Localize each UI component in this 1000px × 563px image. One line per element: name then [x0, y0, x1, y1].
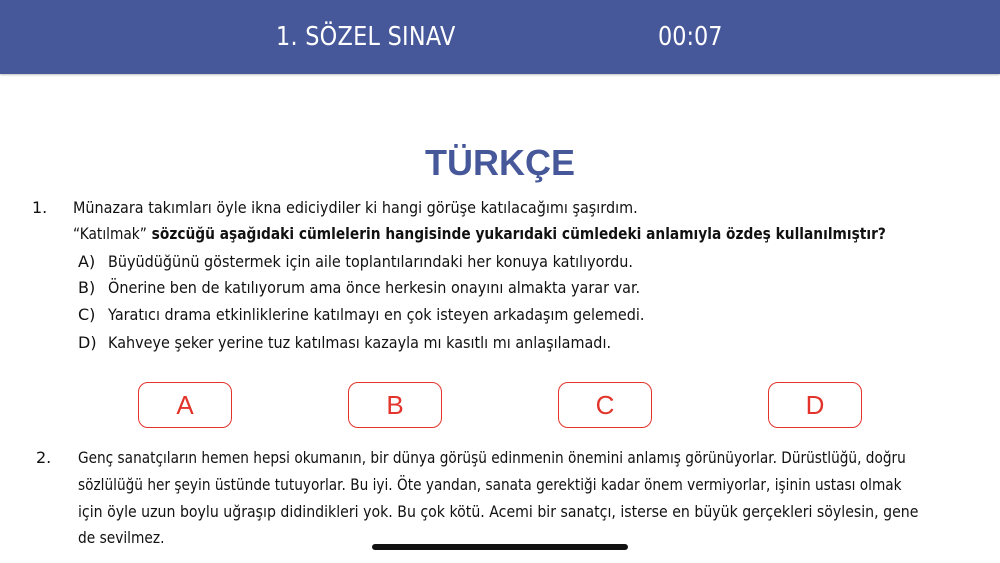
option-d-letter: D): [78, 333, 97, 352]
countdown-timer: 00:07: [658, 22, 723, 52]
subject-heading: TÜRKÇE: [425, 142, 575, 183]
question-2-line-2: sözlülüğü her şeyin üstünde tutuyorlar. Bu iyi. Öte yandan, sanata gerektiği kadar önem vermiyorlar, işinin ustası olmak: [78, 475, 902, 494]
answer-button-row: [0, 382, 1000, 430]
answer-a-button[interactable]: A: [138, 382, 232, 428]
option-d-text: Kahveye şeker yerine tuz katılması kazayla mı kasıtlı mı anlaşılamadı.: [108, 333, 612, 352]
exam-title: 1. SÖZEL SINAV: [276, 22, 456, 52]
question-1-prompt-quote: “Katılmak”: [73, 224, 147, 243]
question-2-line-4: de sevilmez.: [78, 528, 165, 547]
home-indicator[interactable]: [372, 544, 628, 550]
option-c-letter: C): [78, 305, 96, 324]
top-bar: [0, 0, 1000, 74]
question-1-number: 1.: [32, 198, 48, 217]
question-2-line-3: için öyle uzun boylu uğraşıp didindikleri yok. Bu çok kötü. Acemi bir sanatçı, isterse en büyük gerçekleri söylesin, gene: [78, 502, 919, 521]
answer-c-button[interactable]: C: [558, 382, 652, 428]
option-a-text: Büyüdüğünü göstermek için aile toplantılarındaki her konuya katılıyordu.: [108, 252, 633, 271]
option-a-letter: A): [78, 252, 96, 271]
option-b-letter: B): [78, 278, 96, 297]
option-b-text: Önerine ben de katılıyorum ama önce herkesin onayını almakta yarar var.: [108, 278, 641, 297]
question-1-stem: Münazara takımları öyle ikna ediciydiler ki hangi görüşe katılacağımı şaşırdım.: [73, 198, 638, 217]
option-c-text: Yaratıcı drama etkinliklerine katılmayı en çok isteyen arkadaşım gelemedi.: [108, 305, 645, 324]
question-2-number: 2.: [36, 448, 52, 467]
question-2-line-1: Genç sanatçıların hemen hepsi okumanın, bir dünya görüşü edinmenin önemini anlamış görünüyorlar. Dürüstlüğü, doğru: [78, 448, 906, 467]
answer-b-button[interactable]: B: [348, 382, 442, 428]
question-1-prompt-text: sözcüğü aşağıdaki cümlelerin hangisinde yukarıdaki cümledeki anlamıyla özdeş kullanılmıştır?: [146, 224, 886, 243]
answer-d-button[interactable]: D: [768, 382, 862, 428]
question-1-prompt: [73, 224, 886, 244]
